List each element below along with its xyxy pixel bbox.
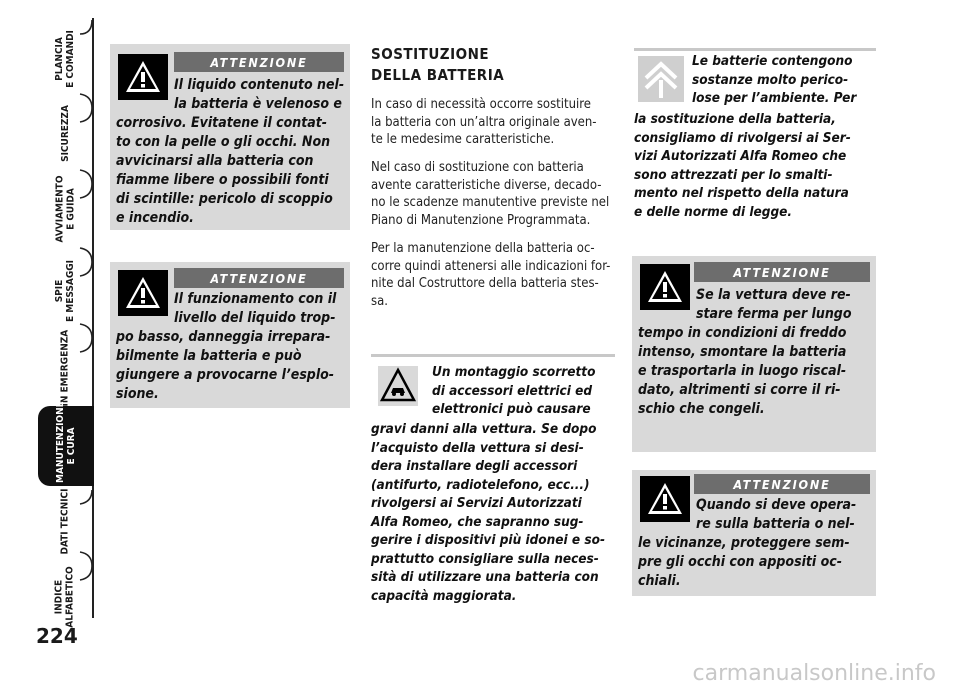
attenzione-badge: ATTENZIONE — [174, 52, 344, 72]
tab-label: AVVIAMENTO E GUIDA — [54, 175, 76, 243]
warning-box — [632, 256, 876, 452]
note-lead: Le batterie contengono sostanze molto perico- lose per l’ambiente. Per — [692, 53, 857, 106]
warning-lead: Il liquido contenuto nel- la batteria è velenoso e — [174, 77, 345, 112]
tab-label: IN EMERGENZA — [59, 329, 71, 406]
warning-triangle-icon — [118, 270, 168, 316]
note-body: gravi danni alla vettura. Se dopo l’acquisto della vettura si desi- dera installare degli accessori (antifurto, radiotelefono, ecc...) rivolgersi ai Servizi Autorizzati Alfa Romeo, che sapranno sug- gerire i dispositivi più idonei e so- prattutto consigliare sulla neces- sità di utilizzare una batteria con capacità maggiorata. — [371, 421, 605, 604]
car-caution-icon — [376, 364, 420, 408]
tab-label: SPIE E MESSAGGI — [54, 260, 76, 322]
tab-label: SICUREZZA — [59, 104, 71, 162]
tab-label: DATI TECNICI — [59, 488, 71, 554]
watermark: carmanualsonline.info — [692, 661, 936, 686]
note-rule — [371, 354, 615, 357]
warning-triangle-icon — [640, 264, 690, 310]
note-body: la sostituzione della batteria, consigliamo di rivolgersi ai Ser- vizi Autorizzati Alfa Romeo che sono attrezzati per lo smalti- mento nel rispetto della natura e delle norme di legge. — [634, 111, 851, 220]
paragraph: In caso di necessità occorre sostituire la batteria con un’altra originale aven- te le medesime caratteristiche. — [371, 97, 597, 147]
note-lead: Un montaggio scorretto di accessori elettrici ed elettronici può causare — [432, 364, 596, 417]
tab-label: PLANCIA E COMANDI — [54, 30, 77, 88]
recycle-chevron-icon — [638, 56, 684, 102]
paragraph: Nel caso di sostituzione con batteria avente caratteristiche diverse, decado- no le scadenze manutentive previste nel Piano di Manutenzione Programmata. — [371, 160, 610, 228]
warning-lead: Quando si deve opera- re sulla batteria o nel- — [696, 497, 857, 532]
warning-body: po basso, danneggia irrepara- bilmente la batteria e può giungere a provocarne l’esplo- sione. — [116, 329, 335, 402]
tab-separators — [40, 20, 100, 630]
warning-box — [110, 262, 350, 408]
warning-body: tempo in condizioni di freddo intenso, smontare la batteria e trasportarla in luogo riscal- dato, altrimenti si corre il ri- schio che congeli. — [638, 325, 847, 417]
section-heading: SOSTITUZIONE DELLA BATTERIA — [371, 45, 505, 84]
attenzione-badge: ATTENZIONE — [694, 474, 870, 494]
paragraph: Per la manutenzione della batteria oc- corre quindi attenersi alle indicazioni for- nite dal Costruttore della batteria stes- sa. — [371, 241, 611, 309]
warning-lead: Il funzionamento con il livello del liquido trop- — [174, 291, 337, 326]
tab-label: MANUTENZIONE E CURA — [55, 401, 77, 483]
tab-label: INDICE ALFABETICO — [54, 566, 76, 628]
warning-triangle-icon — [640, 476, 690, 522]
warning-body: le vicinanze, proteggere sem- pre gli occhi con appositi oc- chiali. — [638, 535, 850, 589]
page-number: 224 — [36, 624, 78, 648]
warning-lead: Se la vettura deve re- stare ferma per lungo — [696, 287, 852, 322]
warning-box — [110, 44, 350, 230]
warning-body: corrosivo. Evitatene il contat- to con la pelle o gli occhi. Non avvicinarsi alla batteria con fiamme libere o possibili fonti di scintille: pericolo di scoppio e incendio. — [116, 115, 333, 226]
attenzione-badge: ATTENZIONE — [174, 268, 344, 288]
warning-box — [632, 470, 876, 596]
note-rule — [634, 48, 876, 51]
attenzione-badge: ATTENZIONE — [694, 262, 870, 282]
warning-triangle-icon — [118, 54, 168, 100]
